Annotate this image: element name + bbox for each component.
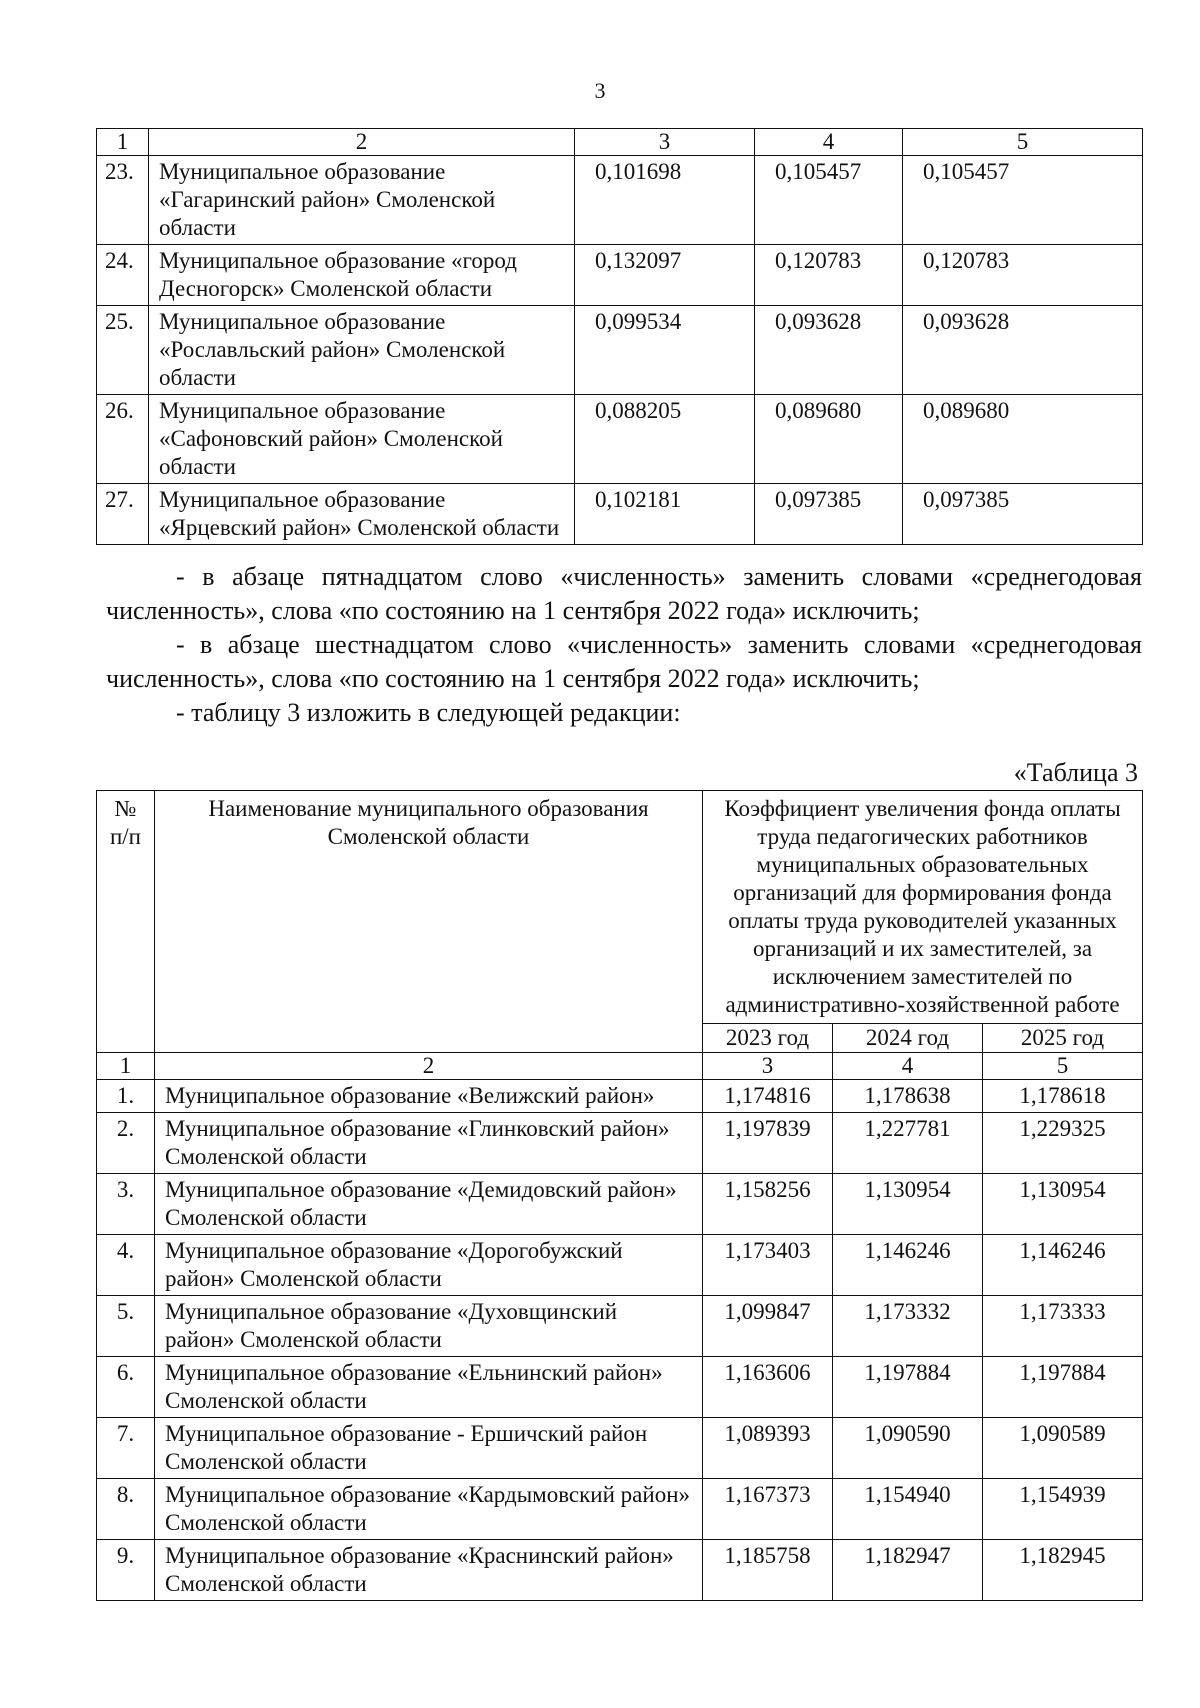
paragraph: - таблицу 3 изложить в следующей редакции: (176, 698, 681, 727)
value-cell: 1,163606 (703, 1357, 833, 1418)
municipality-name: Муниципальное образование «Глинковский район» Смоленской области (155, 1113, 703, 1174)
value-cell: 0,089680 (903, 395, 1143, 484)
value-cell: 0,097385 (755, 484, 903, 545)
value-cell: 1,173403 (703, 1235, 833, 1296)
table-row (97, 1113, 1143, 1174)
row-number: 7. (97, 1418, 155, 1479)
municipality-name: Муниципальное образование «Кардымовский район» Смоленской области (155, 1479, 703, 1540)
value-cell: 1,099847 (703, 1296, 833, 1357)
value-cell: 1,146246 (833, 1235, 983, 1296)
row-number: 27. (97, 484, 149, 545)
value-cell: 0,093628 (755, 306, 903, 395)
value-cell: 1,227781 (833, 1113, 983, 1174)
value-cell: 1,154940 (833, 1479, 983, 1540)
municipality-name: Муниципальное образование «Дорогобужский район» Смоленской области (155, 1235, 703, 1296)
column-header-coefficient: Коэффициент увеличения фонда оплаты труда педагогических работников муниципальных образовательных организаций для формирования фонда оплаты труда руководителей указанных организаций и их заместителей, за исключением заместителей по административно-хозяйственной работе (703, 791, 1143, 1024)
table-row (97, 1479, 1143, 1540)
table-row (97, 395, 1143, 484)
municipality-name: Муниципальное образование «Рославльский район» Смоленской области (149, 306, 575, 395)
page-number: 3 (594, 78, 606, 103)
table-row (97, 1540, 1143, 1601)
column-index: 4 (833, 1053, 983, 1080)
table-3 (96, 790, 1143, 1601)
value-cell: 0,105457 (903, 156, 1143, 245)
table-1-header-cell: 3 (575, 129, 755, 156)
table-row (97, 245, 1143, 306)
row-number: 5. (97, 1296, 155, 1357)
value-cell: 1,197839 (703, 1113, 833, 1174)
row-number: 26. (97, 395, 149, 484)
value-cell: 1,167373 (703, 1479, 833, 1540)
value-cell: 0,120783 (903, 245, 1143, 306)
column-index: 5 (983, 1053, 1143, 1080)
value-cell: 0,132097 (575, 245, 755, 306)
row-number: 9. (97, 1540, 155, 1601)
value-cell: 1,090590 (833, 1418, 983, 1479)
table-row (97, 1357, 1143, 1418)
value-cell: 1,174816 (703, 1080, 833, 1113)
value-cell: 0,120783 (755, 245, 903, 306)
table-3-header-row (97, 791, 1143, 1024)
row-number: 24. (97, 245, 149, 306)
table-row (97, 1235, 1143, 1296)
value-cell: 0,088205 (575, 395, 755, 484)
row-number: 23. (97, 156, 149, 245)
value-cell: 1,185758 (703, 1540, 833, 1601)
row-number: 8. (97, 1479, 155, 1540)
value-cell: 1,146246 (983, 1235, 1143, 1296)
value-cell: 1,089393 (703, 1418, 833, 1479)
value-cell: 0,097385 (903, 484, 1143, 545)
column-index: 1 (97, 1053, 155, 1080)
table-1-header-cell: 4 (755, 129, 903, 156)
column-index: 2 (155, 1053, 703, 1080)
table-1-header-cell: 2 (149, 129, 575, 156)
year-header: 2024 год (833, 1024, 983, 1053)
value-cell: 1,130954 (983, 1174, 1143, 1235)
amendment-text (106, 560, 1142, 730)
value-cell: 1,197884 (833, 1357, 983, 1418)
table-caption: «Таблица 3 (1013, 758, 1138, 787)
column-header-name: Наименование муниципального образования Смоленской области (155, 791, 703, 1053)
municipality-name: Муниципальное образование «город Десногорск» Смоленской области (149, 245, 575, 306)
value-cell: 1,197884 (983, 1357, 1143, 1418)
table-1 (96, 128, 1143, 545)
value-cell: 0,099534 (575, 306, 755, 395)
table-row (97, 156, 1143, 245)
row-number: 4. (97, 1235, 155, 1296)
table-1-header-cell: 1 (97, 129, 149, 156)
municipality-name: Муниципальное образование «Сафоновский район» Смоленской области (149, 395, 575, 484)
value-cell: 0,105457 (755, 156, 903, 245)
value-cell: 0,102181 (575, 484, 755, 545)
paragraph: - в абзаце пятнадцатом слово «численность» заменить словами «среднегодовая численность», слова «по состоянию на 1 сентября 2022 года» исключить; (106, 562, 1142, 625)
value-cell: 1,182947 (833, 1540, 983, 1601)
row-number: 1. (97, 1080, 155, 1113)
table-row (97, 1174, 1143, 1235)
municipality-name: Муниципальное образование «Гагаринский район» Смоленской области (149, 156, 575, 245)
row-number: 3. (97, 1174, 155, 1235)
value-cell: 1,229325 (983, 1113, 1143, 1174)
value-cell: 1,178618 (983, 1080, 1143, 1113)
column-header-number: № п/п (97, 791, 155, 1053)
value-cell: 0,093628 (903, 306, 1143, 395)
row-number: 6. (97, 1357, 155, 1418)
value-cell: 1,158256 (703, 1174, 833, 1235)
row-number: 25. (97, 306, 149, 395)
year-header: 2025 год (983, 1024, 1143, 1053)
year-header: 2023 год (703, 1024, 833, 1053)
municipality-name: Муниципальное образование - Ершичский район Смоленской области (155, 1418, 703, 1479)
table-row (97, 306, 1143, 395)
municipality-name: Муниципальное образование «Краснинский район» Смоленской области (155, 1540, 703, 1601)
value-cell: 1,182945 (983, 1540, 1143, 1601)
value-cell: 1,173333 (983, 1296, 1143, 1357)
table-row (97, 1418, 1143, 1479)
value-cell: 1,173332 (833, 1296, 983, 1357)
table-row (97, 1296, 1143, 1357)
municipality-name: Муниципальное образование «Велижский район» (155, 1080, 703, 1113)
column-index: 3 (703, 1053, 833, 1080)
municipality-name: Муниципальное образование «Духовщинский район» Смоленской области (155, 1296, 703, 1357)
municipality-name: Муниципальное образование «Демидовский район» Смоленской области (155, 1174, 703, 1235)
table-row (97, 484, 1143, 545)
row-number: 2. (97, 1113, 155, 1174)
value-cell: 0,089680 (755, 395, 903, 484)
municipality-name: Муниципальное образование «Ярцевский район» Смоленской области (149, 484, 575, 545)
value-cell: 1,130954 (833, 1174, 983, 1235)
municipality-name: Муниципальное образование «Ельнинский район» Смоленской области (155, 1357, 703, 1418)
value-cell: 0,101698 (575, 156, 755, 245)
table-row (97, 1080, 1143, 1113)
value-cell: 1,154939 (983, 1479, 1143, 1540)
value-cell: 1,178638 (833, 1080, 983, 1113)
table-1-header-cell: 5 (903, 129, 1143, 156)
paragraph: - в абзаце шестнадцатом слово «численность» заменить словами «среднегодовая численность», слова «по состоянию на 1 сентября 2022 года» исключить; (106, 630, 1142, 693)
value-cell: 1,090589 (983, 1418, 1143, 1479)
table-1-header-row (97, 129, 1143, 156)
table-3-index-row (97, 1053, 1143, 1080)
